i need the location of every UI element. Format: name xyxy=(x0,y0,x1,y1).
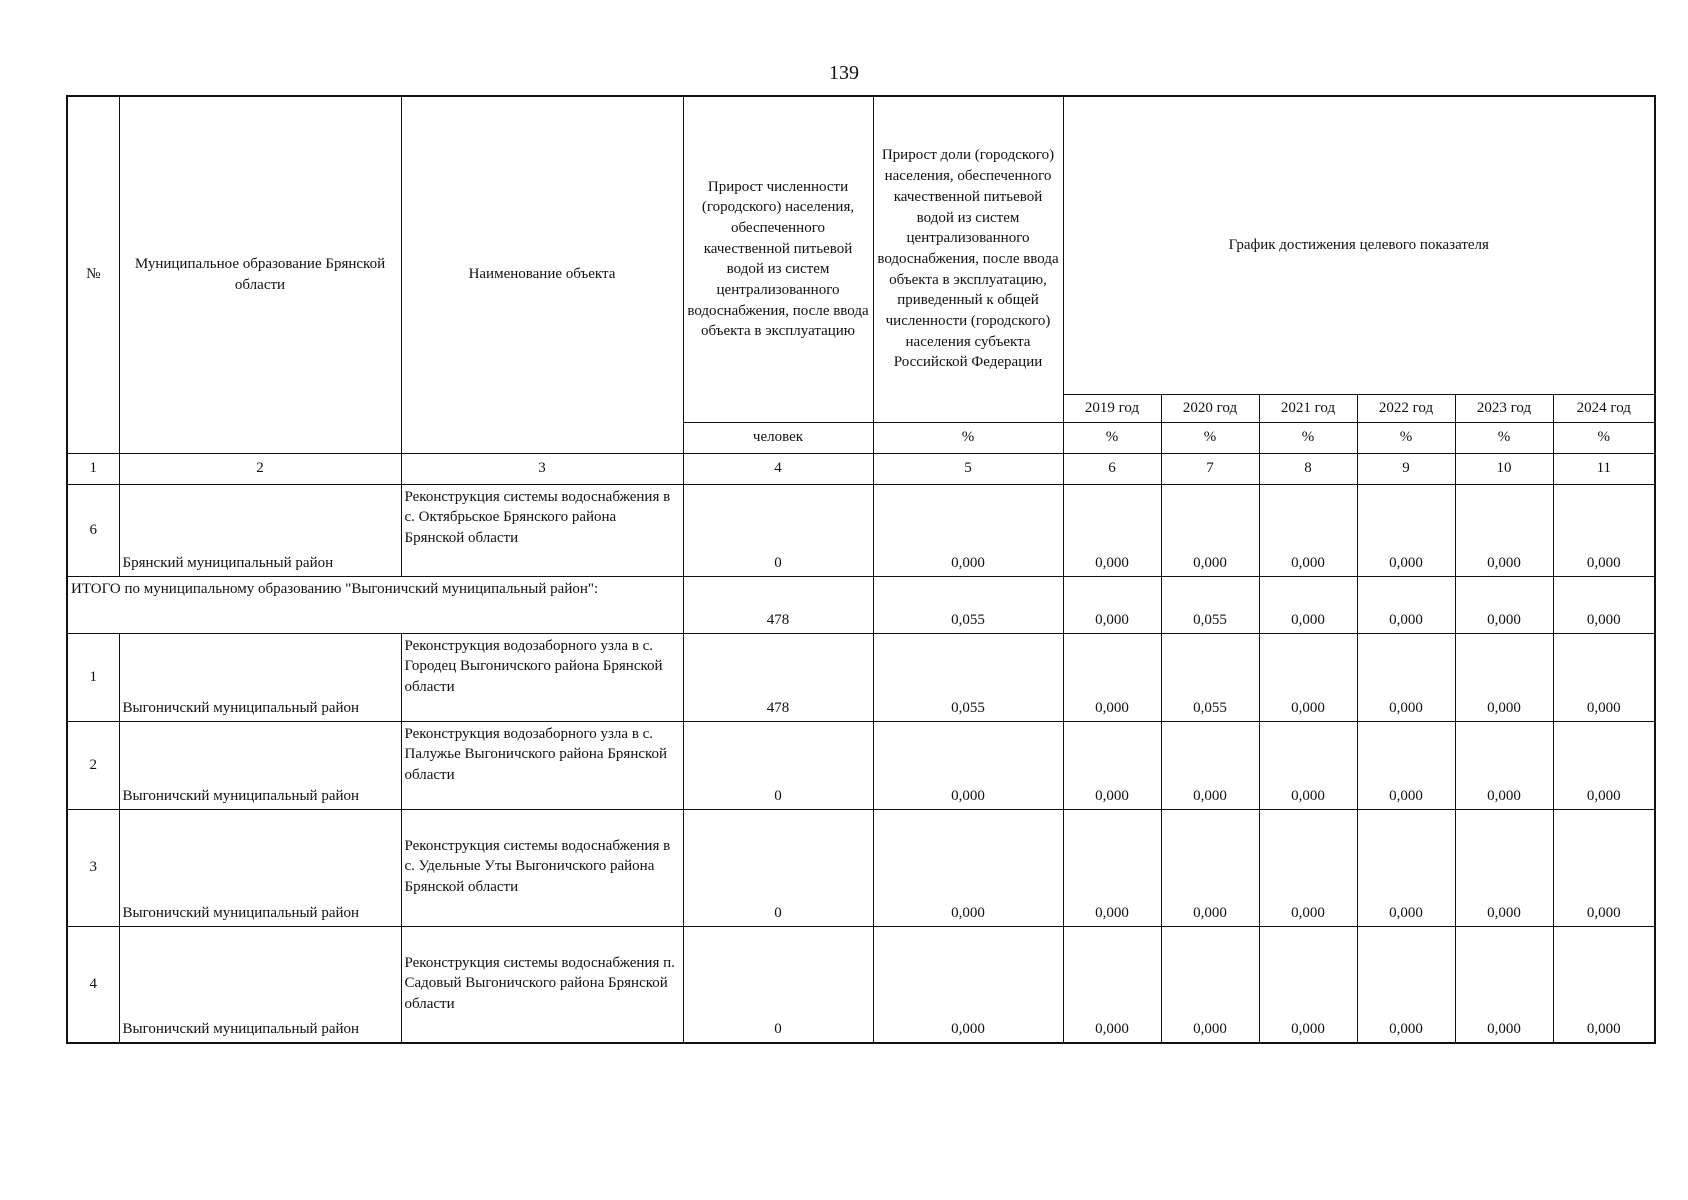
column-number: 2 xyxy=(119,453,401,484)
table-row xyxy=(67,633,1655,721)
row-year-value: 0,000 xyxy=(1063,484,1161,576)
row-object: Реконструкция системы водоснабжения в с. Удельные Уты Выгоничского района Брянской области xyxy=(401,809,683,926)
unit-year: % xyxy=(1161,422,1259,453)
header-row xyxy=(67,96,1655,394)
header-growth-share: Прирост доли (городского) населения, обеспеченного качественной питьевой водой из систем централизованного водоснабжения, после ввода объекта в эксплуатацию, приведенный к общей численности (городского) населения субъекта Российской Федерации xyxy=(873,96,1063,422)
header-municipality: Муниципальное образование Брянской области xyxy=(119,96,401,453)
row-year-value: 0,000 xyxy=(1357,633,1455,721)
row-year-value: 0,000 xyxy=(1259,809,1357,926)
row-municipality: Брянский муниципальный район xyxy=(119,484,401,576)
row-year-value: 0,000 xyxy=(1161,721,1259,809)
unit-year: % xyxy=(1357,422,1455,453)
row-year-value: 0,000 xyxy=(1455,484,1553,576)
header-year-2019: 2019 год xyxy=(1063,394,1161,422)
row-municipality: Выгоничский муниципальный район xyxy=(119,926,401,1043)
row-year-value: 0,055 xyxy=(1161,576,1259,633)
row-year-value: 0,000 xyxy=(1357,721,1455,809)
row-year-value: 0,000 xyxy=(1553,576,1655,633)
row-share: 0,000 xyxy=(873,926,1063,1043)
header-schedule: График достижения целевого показателя xyxy=(1063,96,1655,394)
total-row xyxy=(67,576,1655,633)
header-year-2023: 2023 год xyxy=(1455,394,1553,422)
table-row xyxy=(67,721,1655,809)
row-year-value: 0,000 xyxy=(1259,484,1357,576)
row-object: Реконструкция водозаборного узла в с. Палужье Выгоничского района Брянской области xyxy=(401,721,683,809)
column-number: 3 xyxy=(401,453,683,484)
row-municipality: Выгоничский муниципальный район xyxy=(119,721,401,809)
row-object: Реконструкция системы водоснабжения п. Садовый Выгоничского района Брянской области xyxy=(401,926,683,1043)
row-municipality: Выгоничский муниципальный район xyxy=(119,809,401,926)
row-share: 0,000 xyxy=(873,484,1063,576)
unit-year: % xyxy=(1455,422,1553,453)
header-year-2022: 2022 год xyxy=(1357,394,1455,422)
row-year-value: 0,000 xyxy=(1259,926,1357,1043)
total-label: ИТОГО по муниципальному образованию "Выгоничский муниципальный район": xyxy=(67,576,683,633)
row-share: 0,055 xyxy=(873,576,1063,633)
header-year-2021: 2021 год xyxy=(1259,394,1357,422)
row-year-value: 0,000 xyxy=(1455,926,1553,1043)
row-count: 0 xyxy=(683,484,873,576)
column-numbers-row xyxy=(67,453,1655,484)
row-share: 0,055 xyxy=(873,633,1063,721)
row-year-value: 0,000 xyxy=(1063,926,1161,1043)
unit-year: % xyxy=(1063,422,1161,453)
header-year-2020: 2020 год xyxy=(1161,394,1259,422)
unit-year: % xyxy=(1553,422,1655,453)
row-year-value: 0,000 xyxy=(1259,576,1357,633)
row-year-value: 0,000 xyxy=(1357,809,1455,926)
column-number: 4 xyxy=(683,453,873,484)
row-year-value: 0,000 xyxy=(1357,576,1455,633)
row-year-value: 0,000 xyxy=(1161,484,1259,576)
header-object: Наименование объекта xyxy=(401,96,683,453)
row-year-value: 0,000 xyxy=(1553,926,1655,1043)
column-number: 9 xyxy=(1357,453,1455,484)
target-indicator-table xyxy=(66,95,1656,1044)
row-share: 0,000 xyxy=(873,809,1063,926)
row-num: 1 xyxy=(67,633,119,721)
row-year-value: 0,000 xyxy=(1455,721,1553,809)
unit-growth-share: % xyxy=(873,422,1063,453)
row-year-value: 0,055 xyxy=(1161,633,1259,721)
row-year-value: 0,000 xyxy=(1063,809,1161,926)
row-year-value: 0,000 xyxy=(1259,633,1357,721)
unit-year: % xyxy=(1259,422,1357,453)
table-row xyxy=(67,809,1655,926)
row-year-value: 0,000 xyxy=(1161,926,1259,1043)
row-year-value: 0,000 xyxy=(1063,576,1161,633)
row-year-value: 0,000 xyxy=(1553,721,1655,809)
row-year-value: 0,000 xyxy=(1063,721,1161,809)
row-count: 0 xyxy=(683,809,873,926)
row-year-value: 0,000 xyxy=(1455,576,1553,633)
row-num: 4 xyxy=(67,926,119,1043)
header-year-2024: 2024 год xyxy=(1553,394,1655,422)
row-count: 0 xyxy=(683,721,873,809)
table-row xyxy=(67,484,1655,576)
row-share: 0,000 xyxy=(873,721,1063,809)
row-year-value: 0,000 xyxy=(1553,809,1655,926)
row-year-value: 0,000 xyxy=(1455,633,1553,721)
row-year-value: 0,000 xyxy=(1357,926,1455,1043)
row-object: Реконструкция системы водоснабжения в с. Октябрьское Брянского района Брянской области xyxy=(401,484,683,576)
row-count: 478 xyxy=(683,576,873,633)
row-year-value: 0,000 xyxy=(1553,484,1655,576)
row-year-value: 0,000 xyxy=(1357,484,1455,576)
row-year-value: 0,000 xyxy=(1063,633,1161,721)
row-num: 3 xyxy=(67,809,119,926)
column-number: 10 xyxy=(1455,453,1553,484)
column-number: 1 xyxy=(67,453,119,484)
column-number: 6 xyxy=(1063,453,1161,484)
header-growth-count: Прирост численности (городского) населения, обеспеченного качественной питьевой водой из систем централизованного водоснабжения, после ввода объекта в эксплуатацию xyxy=(683,96,873,422)
header-num: № xyxy=(67,96,119,453)
page-number: 139 xyxy=(829,62,859,84)
row-year-value: 0,000 xyxy=(1259,721,1357,809)
row-num: 2 xyxy=(67,721,119,809)
row-year-value: 0,000 xyxy=(1455,809,1553,926)
column-number: 11 xyxy=(1553,453,1655,484)
row-num: 6 xyxy=(67,484,119,576)
row-year-value: 0,000 xyxy=(1161,809,1259,926)
table-row xyxy=(67,926,1655,1043)
column-number: 8 xyxy=(1259,453,1357,484)
unit-growth-count: человек xyxy=(683,422,873,453)
column-number: 5 xyxy=(873,453,1063,484)
column-number: 7 xyxy=(1161,453,1259,484)
row-year-value: 0,000 xyxy=(1553,633,1655,721)
row-object: Реконструкция водозаборного узла в с. Городец Выгоничского района Брянской области xyxy=(401,633,683,721)
row-count: 478 xyxy=(683,633,873,721)
row-municipality: Выгоничский муниципальный район xyxy=(119,633,401,721)
row-count: 0 xyxy=(683,926,873,1043)
